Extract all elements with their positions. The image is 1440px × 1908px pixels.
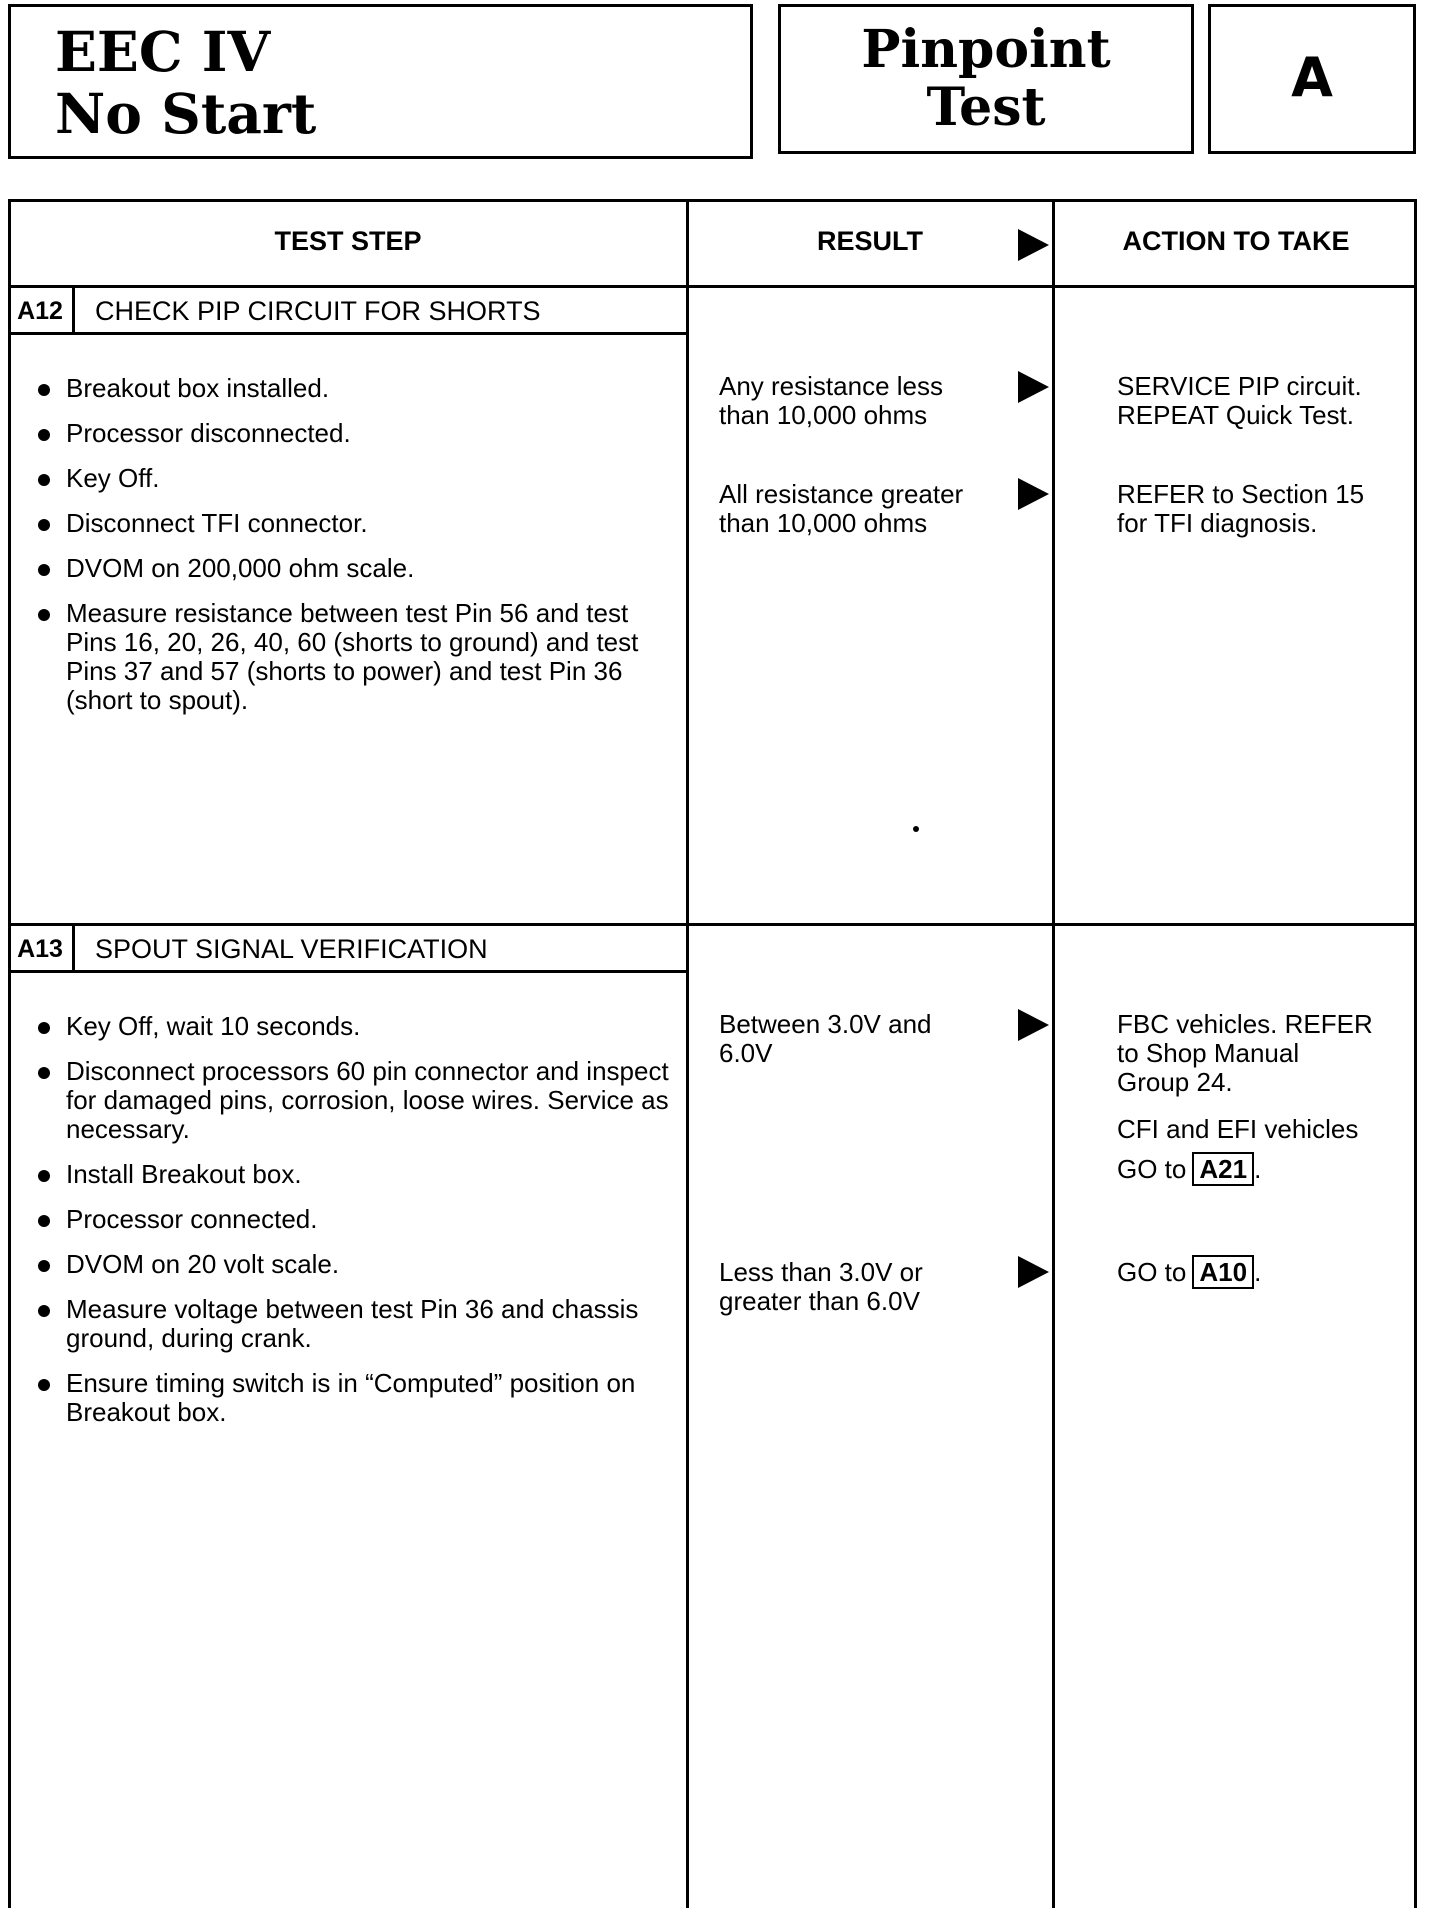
result-arrow-icon	[1018, 229, 1049, 261]
instruction-item: Processor disconnected.	[36, 419, 676, 448]
step-a13-title-underline	[8, 970, 688, 973]
instruction-item: Ensure timing switch is in “Computed” position on Breakout box.	[36, 1369, 676, 1427]
action-a12-1	[1117, 372, 1362, 430]
page-title	[55, 21, 316, 145]
action-line: REPEAT Quick Test.	[1117, 400, 1354, 430]
scan-speck	[913, 826, 919, 832]
result-arrow-icon	[1018, 1009, 1049, 1041]
goto-line	[1117, 1255, 1261, 1289]
title-line-1: EEC IV	[55, 19, 271, 84]
instruction-item: DVOM on 200,000 ohm scale.	[36, 554, 676, 583]
instruction-item: Disconnect processors 60 pin connector and inspect for damaged pins, corrosion, loose wires. Service as necessary.	[36, 1057, 676, 1144]
result-line: 6.0V	[719, 1038, 773, 1068]
instruction-item: Measure voltage between test Pin 36 and chassis ground, during crank.	[36, 1295, 676, 1353]
result-line: than 10,000 ohms	[719, 400, 928, 430]
goto-label: GO to	[1117, 1257, 1187, 1287]
goto-step-ref[interactable]: A21	[1192, 1152, 1254, 1186]
result-line: All resistance greater	[719, 479, 964, 509]
goto-line	[1117, 1152, 1373, 1186]
instruction-item: DVOM on 20 volt scale.	[36, 1250, 676, 1279]
step-a13-instructions	[36, 1012, 676, 1427]
column-divider-1	[686, 199, 689, 1908]
action-a13-1	[1117, 1010, 1373, 1186]
result-a13-1	[719, 1010, 932, 1068]
step-title-a13: SPOUT SIGNAL VERIFICATION	[95, 934, 488, 964]
action-line: REFER to Section 15	[1117, 479, 1365, 509]
result-arrow-icon	[1018, 1256, 1049, 1288]
step-a12-title-underline	[8, 332, 688, 335]
result-a12-2	[719, 480, 963, 538]
title-line-2: No Start	[55, 81, 317, 146]
result-arrow-icon	[1018, 478, 1049, 510]
step-title-a12: CHECK PIP CIRCUIT FOR SHORTS	[95, 296, 541, 326]
goto-label: GO to	[1117, 1154, 1187, 1184]
action-line: for TFI diagnosis.	[1117, 508, 1318, 538]
test-letter: A	[1291, 46, 1333, 109]
action-line: Group 24.	[1117, 1067, 1233, 1097]
result-line: Less than 3.0V or	[719, 1257, 923, 1287]
instruction-item: Disconnect TFI connector.	[36, 509, 676, 538]
step-id-a13: A13	[8, 926, 75, 972]
column-header-action: ACTION TO TAKE	[1122, 226, 1350, 256]
action-line: CFI and EFI vehicles	[1117, 1114, 1359, 1144]
result-line: Between 3.0V and	[719, 1009, 932, 1039]
action-line: to Shop Manual	[1117, 1038, 1300, 1068]
test-letter-box	[1208, 4, 1416, 154]
column-header-result: RESULT	[817, 226, 923, 256]
pinpoint-line-1: Pinpoint	[861, 19, 1111, 80]
result-arrow-icon	[1018, 371, 1049, 403]
action-a12-2	[1117, 480, 1364, 538]
result-a13-2	[719, 1258, 923, 1316]
pinpoint-line-2: Test	[926, 77, 1046, 138]
instruction-item: Install Breakout box.	[36, 1160, 676, 1189]
step-id-a12: A12	[8, 288, 75, 334]
instruction-item: Breakout box installed.	[36, 374, 676, 403]
result-line: Any resistance less	[719, 371, 943, 401]
column-divider-2	[1052, 199, 1055, 1908]
instruction-item: Processor connected.	[36, 1205, 676, 1234]
instruction-item: Key Off.	[36, 464, 676, 493]
step-a12-instructions	[36, 374, 676, 715]
action-line: SERVICE PIP circuit.	[1117, 371, 1362, 401]
goto-step-ref[interactable]: A10	[1192, 1255, 1254, 1289]
instruction-item: Measure resistance between test Pin 56 and test Pins 16, 20, 26, 40, 60 (shorts to ground) and test Pins 37 and 57 (shorts to power) and test Pin 36 (short to spout).	[36, 599, 676, 715]
result-line: greater than 6.0V	[719, 1286, 920, 1316]
result-a12-1	[719, 372, 943, 430]
goto-suffix: .	[1254, 1257, 1262, 1287]
instruction-item: Key Off, wait 10 seconds.	[36, 1012, 676, 1041]
action-line: FBC vehicles. REFER	[1117, 1009, 1373, 1039]
action-a13-2	[1117, 1255, 1261, 1289]
pinpoint-test-box	[778, 4, 1194, 154]
title-box	[8, 4, 753, 159]
result-line: than 10,000 ohms	[719, 508, 928, 538]
goto-suffix: .	[1254, 1154, 1262, 1184]
pinpoint-test-label	[781, 21, 1191, 137]
column-header-test-step: TEST STEP	[274, 226, 422, 256]
